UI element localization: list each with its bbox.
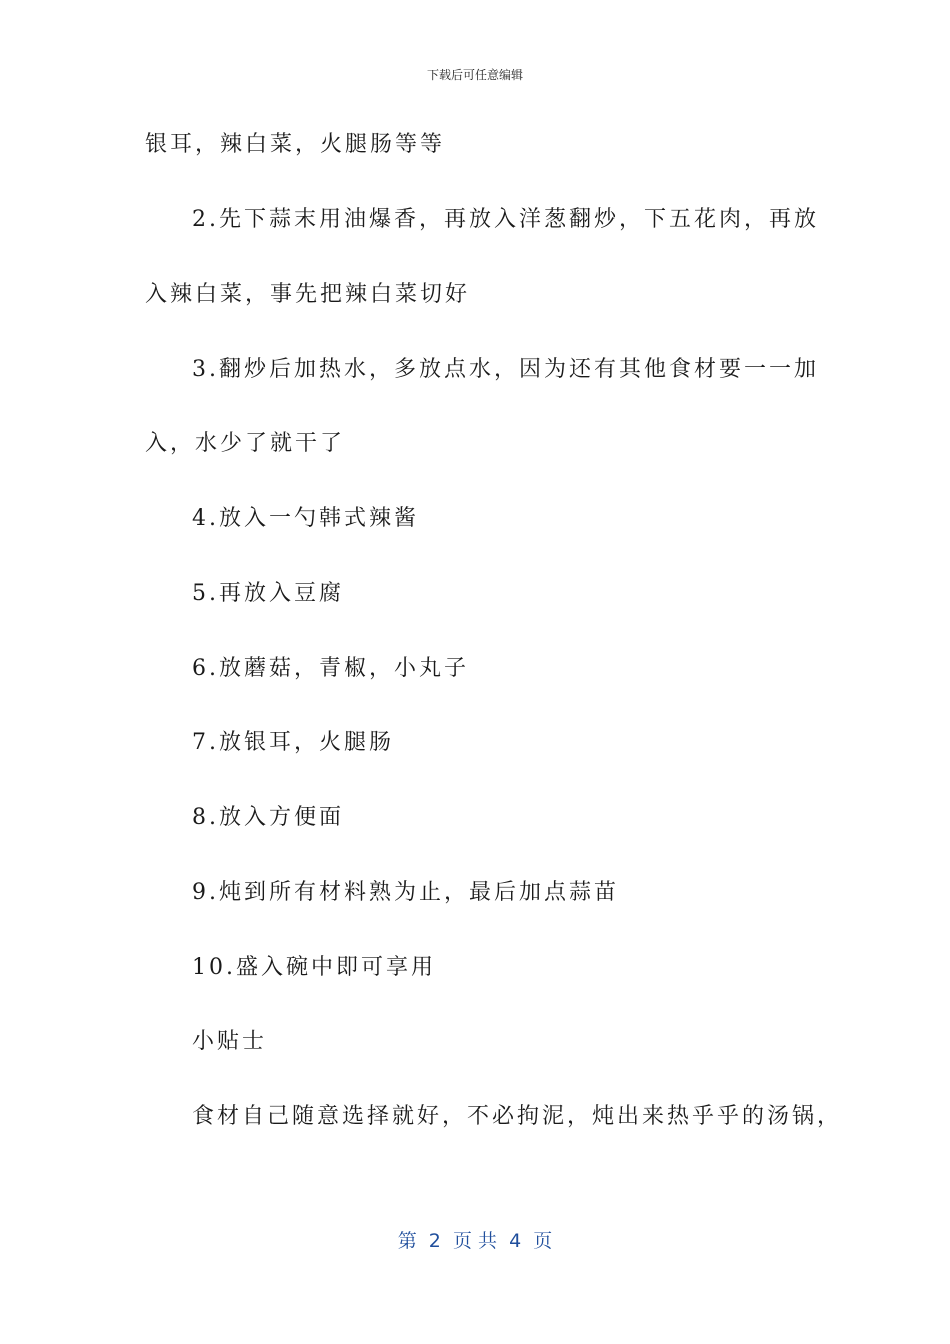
text-line: 4.放入一勺韩式辣酱 [192,506,419,531]
text-line: 7.放银耳，火腿肠 [192,730,394,755]
text-line: 8.放入方便面 [192,805,344,830]
text-line: 6.放蘑菇，青椒，小丸子 [192,656,469,681]
text-line: 入，水少了就干了 [145,431,346,456]
header-note: 下载后可任意编辑 [426,68,523,82]
section-heading: 小贴士 [192,1029,268,1054]
text-line: 9.炖到所有材料熟为止，最后加点蒜苗 [192,880,619,905]
text-line: 10.盛入碗中即可享用 [192,955,436,980]
page-number: 第 2 页 共 4 页 [397,1230,553,1252]
text-line: 5.再放入豆腐 [192,581,344,606]
text-line: 3.翻炒后加热水，多放点水，因为还有其他食材要一一加 [192,357,819,382]
text-line: 银耳，辣白菜，火腿肠等等 [145,132,446,157]
text-line: 食材自己随意选择就好，不必拘泥，炖出来热乎乎的汤锅， [192,1104,843,1129]
text-line: 2.先下蒜末用油爆香，再放入洋葱翻炒，下五花肉，再放 [192,207,819,232]
text-line: 入辣白菜，事先把辣白菜切好 [145,282,471,307]
